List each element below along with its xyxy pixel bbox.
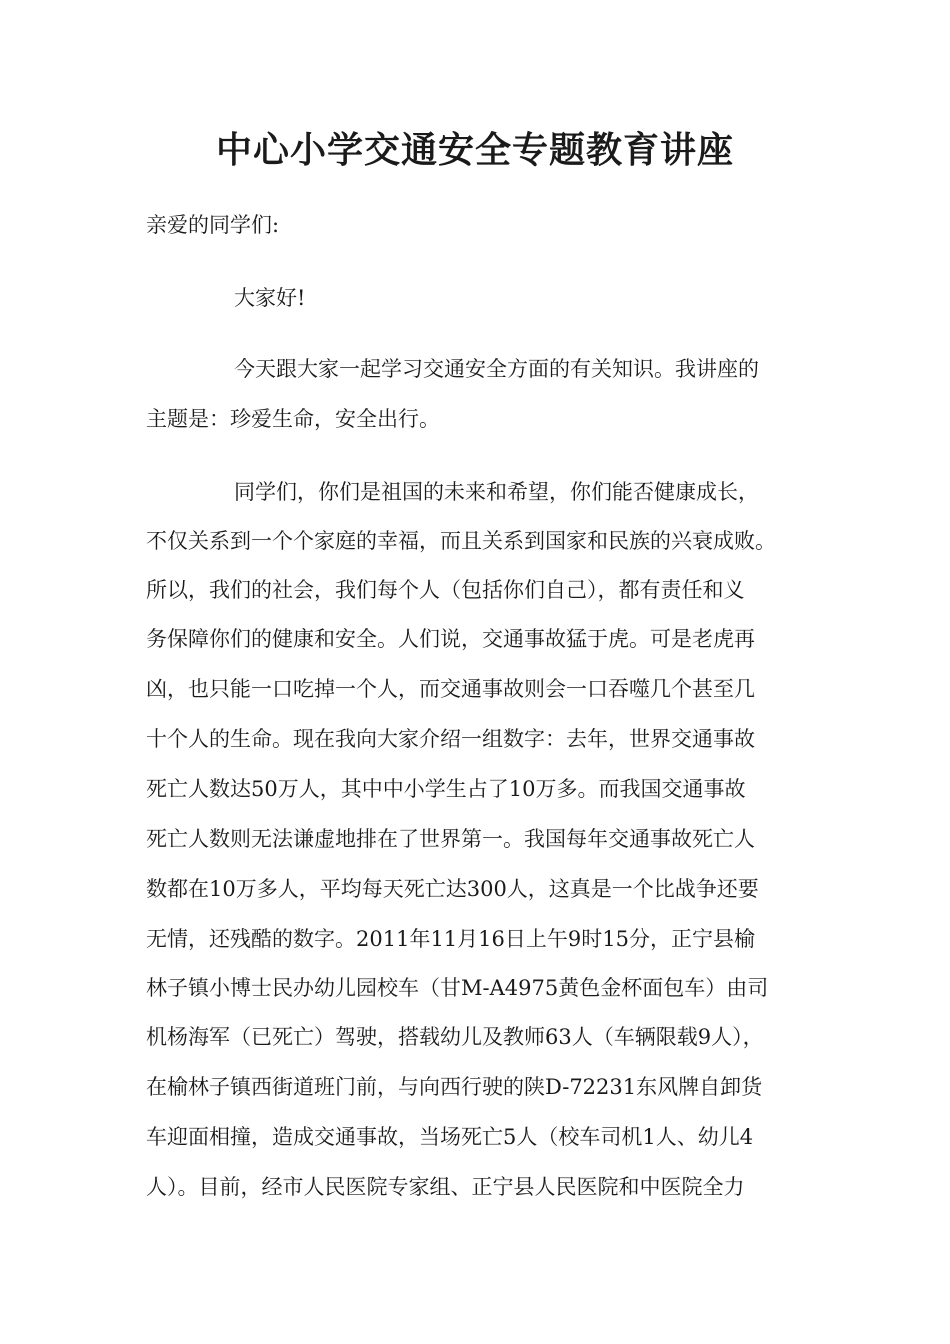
- paragraph-2-line-2: 不仅关系到一个个家庭的幸福，而且关系到国家和民族的兴衰成败。: [146, 529, 776, 553]
- paragraph-2-line-1: 同学们，你们是祖国的未来和希望，你们能否健康成长，: [234, 480, 759, 504]
- paragraph-2-line-3: 所以，我们的社会，我们每个人（包括你们自己），都有责任和义: [146, 578, 745, 602]
- paragraph-1-line-1: 今天跟大家一起学习交通安全方面的有关知识。我讲座的: [234, 357, 759, 381]
- paragraph-1-line-2: 主题是：珍爱生命，安全出行。: [146, 407, 440, 431]
- paragraph-2-line-11: 林子镇小博士民办幼儿园校车（甘M-A4975黄色金杯面包车）由司: [146, 976, 769, 1000]
- paragraph-2-line-15: 人）。目前，经市人民医院专家组、正宁县人民医院和中医院全力: [146, 1175, 745, 1199]
- paragraph-2-line-13: 在榆林子镇西街道班门前，与向西行驶的陕D-72231东风牌自卸货: [146, 1075, 763, 1099]
- greeting: 大家好!: [234, 286, 306, 310]
- salutation: 亲爱的同学们:: [146, 213, 280, 237]
- paragraph-2-line-7: 死亡人数达50万人，其中中小学生占了10万多。而我国交通事故: [146, 777, 746, 801]
- paragraph-2-line-5: 凶，也只能一口吃掉一个人，而交通事故则会一口吞噬几个甚至几: [146, 677, 755, 701]
- paragraph-2-line-4: 务保障你们的健康和安全。人们说，交通事故猛于虎。可是老虎再: [146, 627, 755, 651]
- paragraph-2-line-12: 机杨海军（已死亡）驾驶，搭载幼儿及教师63人（车辆限载9人），: [146, 1025, 764, 1049]
- document-title: 中心小学交通安全专题教育讲座: [215, 129, 734, 171]
- paragraph-2-line-14: 车迎面相撞，造成交通事故，当场死亡5人（校车司机1人、幼儿4: [146, 1125, 754, 1149]
- paragraph-2-line-10: 无情，还残酷的数字。2011年11月16日上午9时15分，正宁县榆: [146, 927, 755, 951]
- paragraph-2-line-9: 数都在10万多人，平均每天死亡达300人，这真是一个比战争还要: [146, 877, 759, 901]
- paragraph-2-line-6: 十个人的生命。现在我向大家介绍一组数字：去年，世界交通事故: [146, 727, 755, 751]
- paragraph-2-line-8: 死亡人数则无法谦虚地排在了世界第一。我国每年交通事故死亡人: [146, 827, 755, 851]
